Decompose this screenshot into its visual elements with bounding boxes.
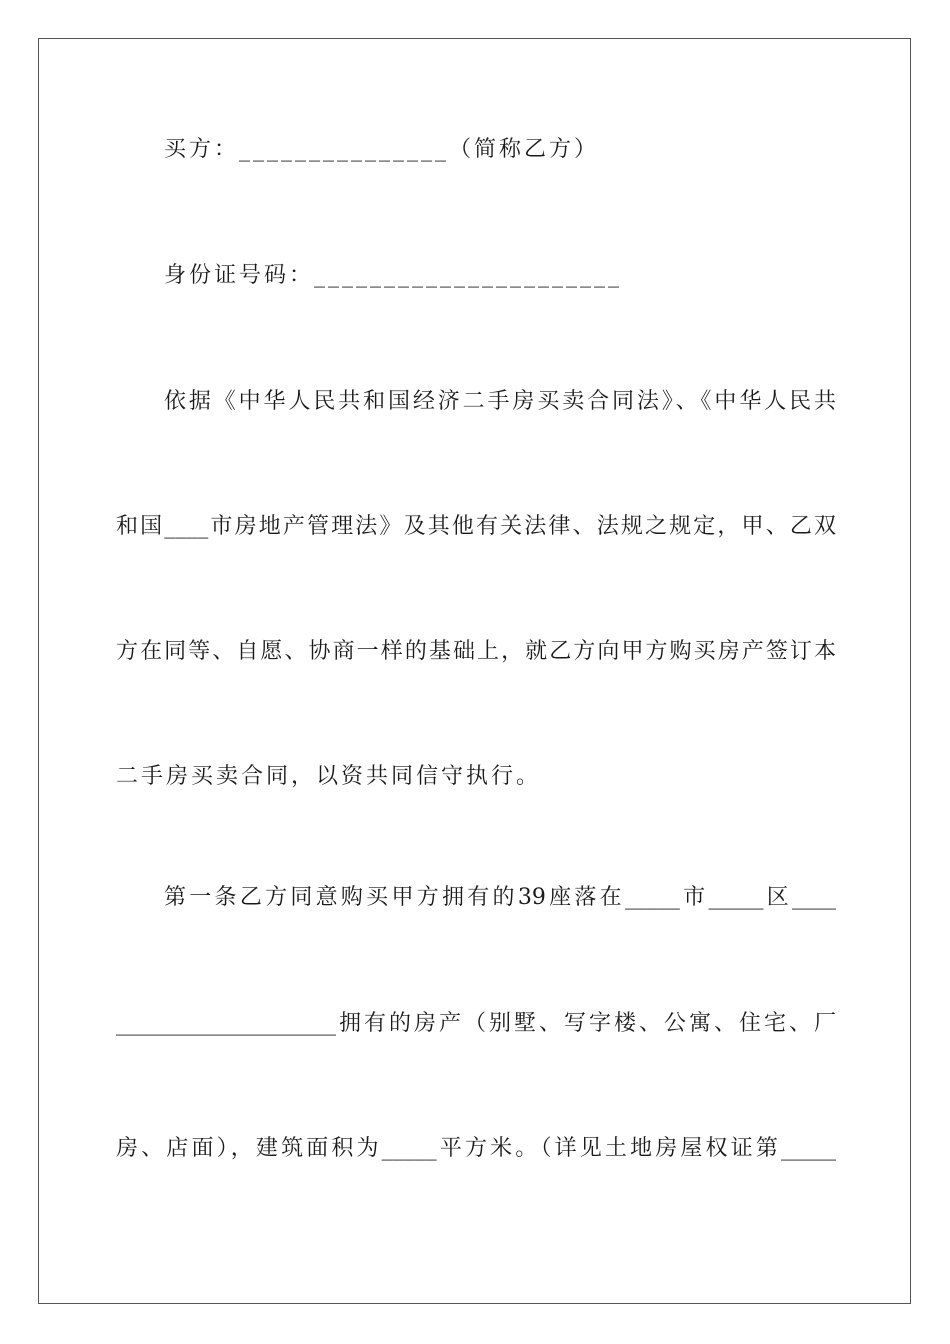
preamble-line: 方在同等、自愿、协商一样的基础上，就乙方向甲方购买房产签订本 xyxy=(116,639,836,664)
id-number-label: 身份证号码： xyxy=(164,263,315,288)
preamble-line: 依据《中华人民共和国经济二手房买卖合同法》、《中华人民共 xyxy=(164,389,836,414)
buyer-label: 买方： xyxy=(164,137,240,162)
id-number-blank: ______________________ xyxy=(314,263,623,288)
article-one-line: ____________________拥有的房产（别墅、写字楼、公寓、住宅、厂 xyxy=(116,1011,836,1036)
article-one-line: 房、店面），建筑面积为_____平方米。（详见土地房屋权证第_____ xyxy=(116,1136,836,1161)
buyer-line xyxy=(164,130,836,170)
preamble-line: 和国____市房地产管理法》及其他有关法律、法规之规定，甲、乙双 xyxy=(116,514,836,539)
id-number-line xyxy=(164,256,836,296)
article-one-line: 第一条乙方同意购买甲方拥有的39座落在_____市_____区____ xyxy=(164,885,836,910)
preamble-line: 二手房买卖合同，以资共同信守执行。 xyxy=(116,764,542,789)
buyer-abbreviation: （简称乙方） xyxy=(449,137,600,162)
buyer-name-blank: _______________ xyxy=(239,137,450,162)
